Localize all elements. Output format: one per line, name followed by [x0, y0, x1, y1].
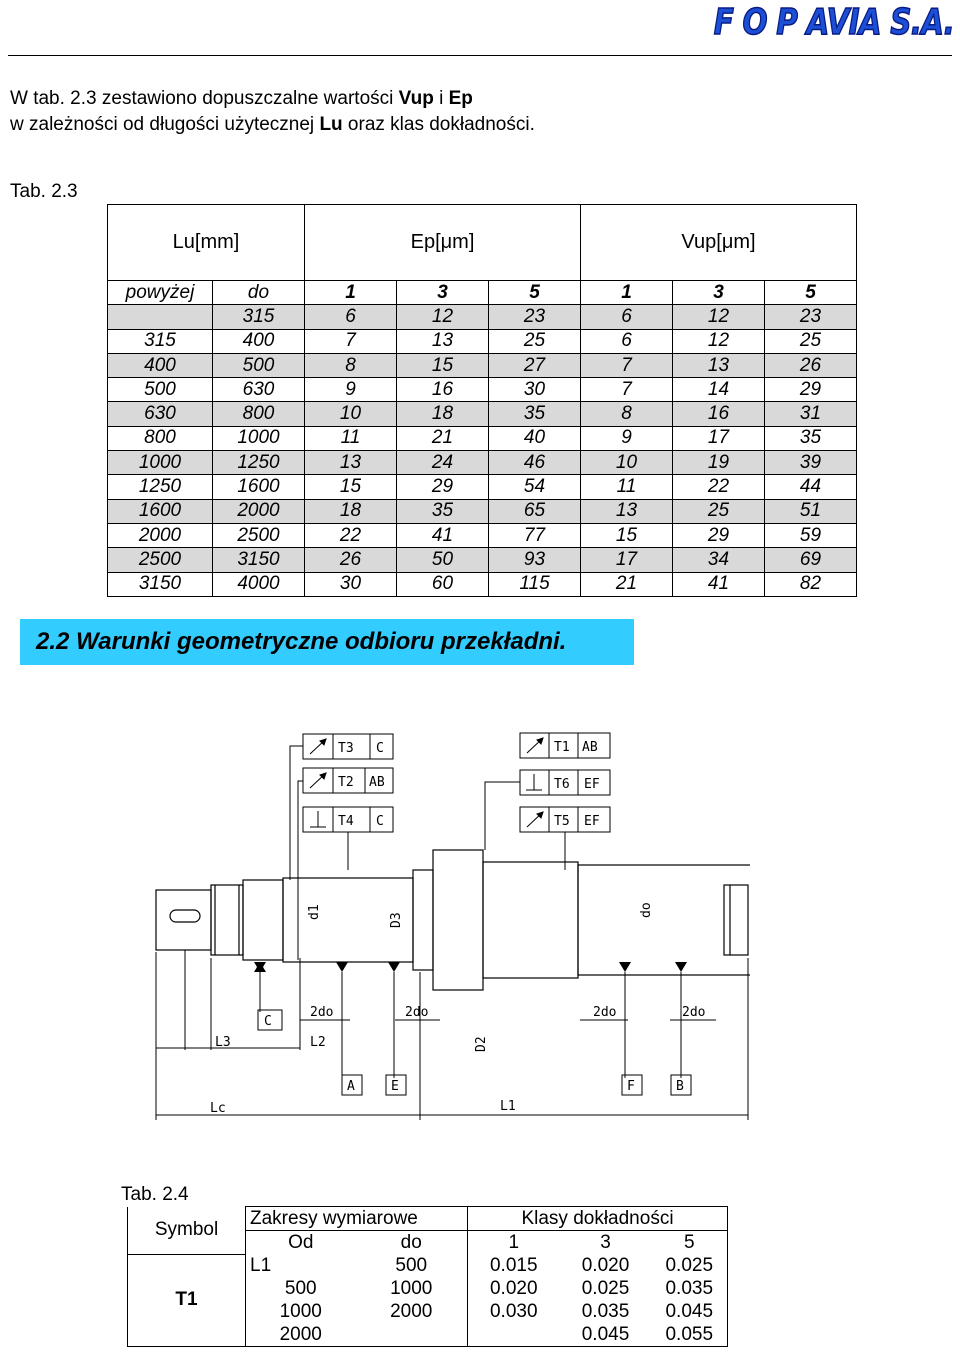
svg-text:L1: L1 [500, 1099, 516, 1114]
table-cell: 17 [673, 426, 765, 450]
table-cell: 0.020 [581, 1254, 630, 1276]
table-cell: 15 [397, 353, 489, 377]
table-cell: 31 [765, 402, 857, 426]
table-cell: 15 [305, 475, 397, 499]
table-row [108, 426, 857, 450]
subheader-cell: 1 [581, 281, 673, 305]
svg-text:AB: AB [369, 775, 385, 790]
table-cell: 500 [213, 353, 305, 377]
table-cell: 400 [108, 353, 213, 377]
table-row [108, 378, 857, 402]
section-heading: 2.2 Warunki geometryczne odbioru przekładni. [20, 619, 634, 665]
svg-text:do: do [639, 902, 654, 918]
table-cell: 3150 [213, 548, 305, 572]
table-cell: 23 [765, 305, 857, 329]
table-2-4-label: Tab. 2.4 [121, 1184, 189, 1205]
shaft-technical-drawing [150, 730, 750, 1125]
svg-text:Lc: Lc [210, 1101, 226, 1116]
table-row [108, 305, 857, 329]
tolerance-table-2-3 [107, 204, 857, 597]
header-divider [8, 55, 952, 56]
sub-header-cell: 1 [468, 1231, 560, 1255]
table-cell: 630 [213, 378, 305, 402]
company-logo: F O P AVIA S.A. [713, 2, 954, 43]
svg-text:L3: L3 [215, 1035, 231, 1050]
table-row [108, 523, 857, 547]
header-ep: Ep[μm] [305, 205, 581, 281]
table-cell: 35 [397, 499, 489, 523]
symbol-cell: T1 [128, 1254, 246, 1347]
table-cell: 35 [765, 426, 857, 450]
svg-text:T3: T3 [338, 741, 354, 756]
svg-text:2do: 2do [593, 1005, 617, 1020]
table-cell: 16 [397, 378, 489, 402]
intro-paragraph: W tab. 2.3 zestawiono dopuszczalne wartości Vup i Ep w zależności od długości użytecznej Lu oraz klas dokładności. [10, 88, 535, 135]
table-cell: 7 [581, 353, 673, 377]
table-cell: 82 [765, 572, 857, 596]
table-cell: 315 [108, 329, 213, 353]
table-cell: 29 [673, 523, 765, 547]
table-cell [468, 1323, 560, 1347]
table-cell: 9 [581, 426, 673, 450]
table-cell: 3150 [108, 572, 213, 596]
table-cell: 27 [489, 353, 581, 377]
table-cell: 115 [489, 572, 581, 596]
tolerance-frame [520, 770, 610, 795]
table-cell: 93 [489, 548, 581, 572]
table-cell: 630 [108, 402, 213, 426]
tolerance-frame [303, 807, 393, 832]
table-cell: 77 [489, 523, 581, 547]
svg-text:E: E [391, 1079, 399, 1094]
table-cell: 13 [305, 451, 397, 475]
table-cell: 1000 [390, 1277, 433, 1299]
table-row [128, 1254, 728, 1277]
header-vup: Vup[μm] [581, 205, 857, 281]
table-cell: 25 [489, 329, 581, 353]
table-row [108, 451, 857, 475]
shaft-outline [156, 850, 750, 990]
subheader-cell: do [213, 281, 305, 305]
tolerance-table-2-4 [127, 1206, 728, 1347]
table-cell: 1000 [246, 1300, 356, 1323]
table-cell [108, 305, 213, 329]
table-subheader-row [108, 281, 857, 305]
svg-text:T5: T5 [554, 814, 570, 829]
svg-text:2do: 2do [682, 1005, 706, 1020]
table-cell: 12 [397, 305, 489, 329]
table-cell: 23 [489, 305, 581, 329]
table-cell: 1600 [108, 499, 213, 523]
table-cell: 8 [581, 402, 673, 426]
table-cell: 17 [581, 548, 673, 572]
table-cell: 44 [765, 475, 857, 499]
svg-text:T2: T2 [338, 775, 354, 790]
sub-header-cell: 3 [560, 1231, 652, 1255]
table-cell: 10 [581, 451, 673, 475]
table-cell: 13 [673, 353, 765, 377]
svg-text:EF: EF [584, 814, 600, 829]
table-cell: 26 [765, 353, 857, 377]
table-cell: 0.055 [652, 1323, 728, 1347]
table-cell: 22 [305, 523, 397, 547]
svg-text:d1: d1 [307, 904, 322, 920]
svg-text:L2: L2 [310, 1035, 326, 1050]
table-cell: 12 [673, 305, 765, 329]
table-cell: 0.035 [652, 1277, 728, 1300]
table-cell: 2500 [108, 548, 213, 572]
sub-header-cell: 5 [652, 1231, 728, 1255]
svg-text:T1: T1 [554, 740, 570, 755]
table-cell: 13 [397, 329, 489, 353]
table-cell: 41 [673, 572, 765, 596]
table-cell: 21 [397, 426, 489, 450]
table-row [108, 402, 857, 426]
table-cell: 0.030 [468, 1300, 560, 1323]
table-cell: 2000 [390, 1300, 433, 1322]
table-2-3-label: Tab. 2.3 [10, 181, 78, 202]
table-cell: 40 [489, 426, 581, 450]
table-cell: 10 [305, 402, 397, 426]
table-cell: 25 [765, 329, 857, 353]
classes-header: Klasy dokładności [468, 1207, 728, 1231]
svg-text:C: C [264, 1014, 272, 1029]
table-cell: 51 [765, 499, 857, 523]
table-cell: 2500 [213, 523, 305, 547]
table-cell: 6 [305, 305, 397, 329]
table-cell: 6 [581, 305, 673, 329]
table-cell: 1250 [213, 451, 305, 475]
table-cell: 2000 [108, 523, 213, 547]
svg-text:B: B [676, 1079, 684, 1094]
table-cell: 30 [305, 572, 397, 596]
svg-text:C: C [376, 814, 384, 829]
table-cell: 22 [673, 475, 765, 499]
table-row [108, 475, 857, 499]
table-cell: 400 [213, 329, 305, 353]
subheader-cell: 1 [305, 281, 397, 305]
table-cell: 500 [108, 378, 213, 402]
table-cell: 69 [765, 548, 857, 572]
svg-text:D2: D2 [474, 1036, 489, 1052]
table-cell: 1250 [108, 475, 213, 499]
table-cell [356, 1323, 468, 1347]
table-cell: 0.035 [581, 1300, 630, 1322]
table-cell: 29 [397, 475, 489, 499]
table-cell: 21 [581, 572, 673, 596]
table-cell: 41 [397, 523, 489, 547]
table-cell: 800 [213, 402, 305, 426]
tolerance-frame [520, 733, 610, 758]
tolerance-frame [303, 768, 393, 793]
table-cell: 26 [305, 548, 397, 572]
svg-text:C: C [376, 741, 384, 756]
table-cell: 65 [489, 499, 581, 523]
table-cell: 2000 [213, 499, 305, 523]
table-cell: 500 [246, 1277, 356, 1300]
table-cell: 315 [213, 305, 305, 329]
table-cell: 16 [673, 402, 765, 426]
table-cell: 1000 [108, 451, 213, 475]
sub-header-cell: Od [246, 1231, 356, 1255]
table-row [108, 548, 857, 572]
table-cell: 500 [395, 1254, 428, 1276]
table-cell: 15 [581, 523, 673, 547]
table-cell: 46 [489, 451, 581, 475]
tolerance-frame [303, 734, 393, 759]
table-cell: 0.025 [652, 1254, 728, 1277]
svg-text:AB: AB [582, 740, 598, 755]
table-cell: 60 [397, 572, 489, 596]
table-cell: 50 [397, 548, 489, 572]
table-cell: 13 [581, 499, 673, 523]
table-cell: 11 [305, 426, 397, 450]
svg-text:F: F [627, 1079, 635, 1094]
table-cell: 0.020 [468, 1277, 560, 1300]
subheader-cell: 3 [397, 281, 489, 305]
table-row [108, 353, 857, 377]
header-lu: Lu[mm] [108, 205, 305, 281]
svg-text:D3: D3 [389, 912, 404, 928]
table-cell: 9 [305, 378, 397, 402]
table-cell: 800 [108, 426, 213, 450]
table-cell: 1000 [213, 426, 305, 450]
table-cell: 0.025 [581, 1277, 630, 1299]
symbol-header: Symbol [128, 1207, 246, 1255]
subheader-cell: 5 [765, 281, 857, 305]
svg-text:A: A [347, 1079, 355, 1094]
sub-header-cell: do [356, 1231, 468, 1255]
table-cell: 0.045 [560, 1323, 652, 1347]
table-cell: 29 [765, 378, 857, 402]
svg-text:T6: T6 [554, 777, 570, 792]
table-cell: 19 [673, 451, 765, 475]
subheader-cell: 3 [673, 281, 765, 305]
subheader-cell: 5 [489, 281, 581, 305]
table-cell: 54 [489, 475, 581, 499]
ranges-header: Zakresy wymiarowe [246, 1207, 468, 1231]
tolerance-frame [520, 807, 610, 832]
table-cell: 2000 [246, 1323, 356, 1347]
table-cell: 7 [581, 378, 673, 402]
table-cell: 4000 [213, 572, 305, 596]
table-cell: 14 [673, 378, 765, 402]
table-cell: 18 [305, 499, 397, 523]
table-cell: 39 [765, 451, 857, 475]
table-cell: 1600 [213, 475, 305, 499]
table-cell: 59 [765, 523, 857, 547]
table-cell: 25 [673, 499, 765, 523]
svg-text:T4: T4 [338, 814, 354, 829]
table-cell: 11 [581, 475, 673, 499]
svg-text:2do: 2do [405, 1005, 429, 1020]
svg-text:EF: EF [584, 777, 600, 792]
subheader-cell: powyżej [108, 281, 213, 305]
table-cell: 0.015 [468, 1254, 560, 1277]
table-cell: 7 [305, 329, 397, 353]
table-cell: 0.045 [652, 1300, 728, 1323]
table-cell: 18 [397, 402, 489, 426]
table-cell: 35 [489, 402, 581, 426]
table-row [108, 572, 857, 596]
table-cell: 12 [673, 329, 765, 353]
table-row [108, 329, 857, 353]
table-cell: 34 [673, 548, 765, 572]
table-row [108, 499, 857, 523]
svg-text:2do: 2do [310, 1005, 334, 1020]
table-cell: 24 [397, 451, 489, 475]
table-cell: 8 [305, 353, 397, 377]
table-cell: 6 [581, 329, 673, 353]
table-cell: 30 [489, 378, 581, 402]
table-cell: L1 [246, 1254, 356, 1277]
